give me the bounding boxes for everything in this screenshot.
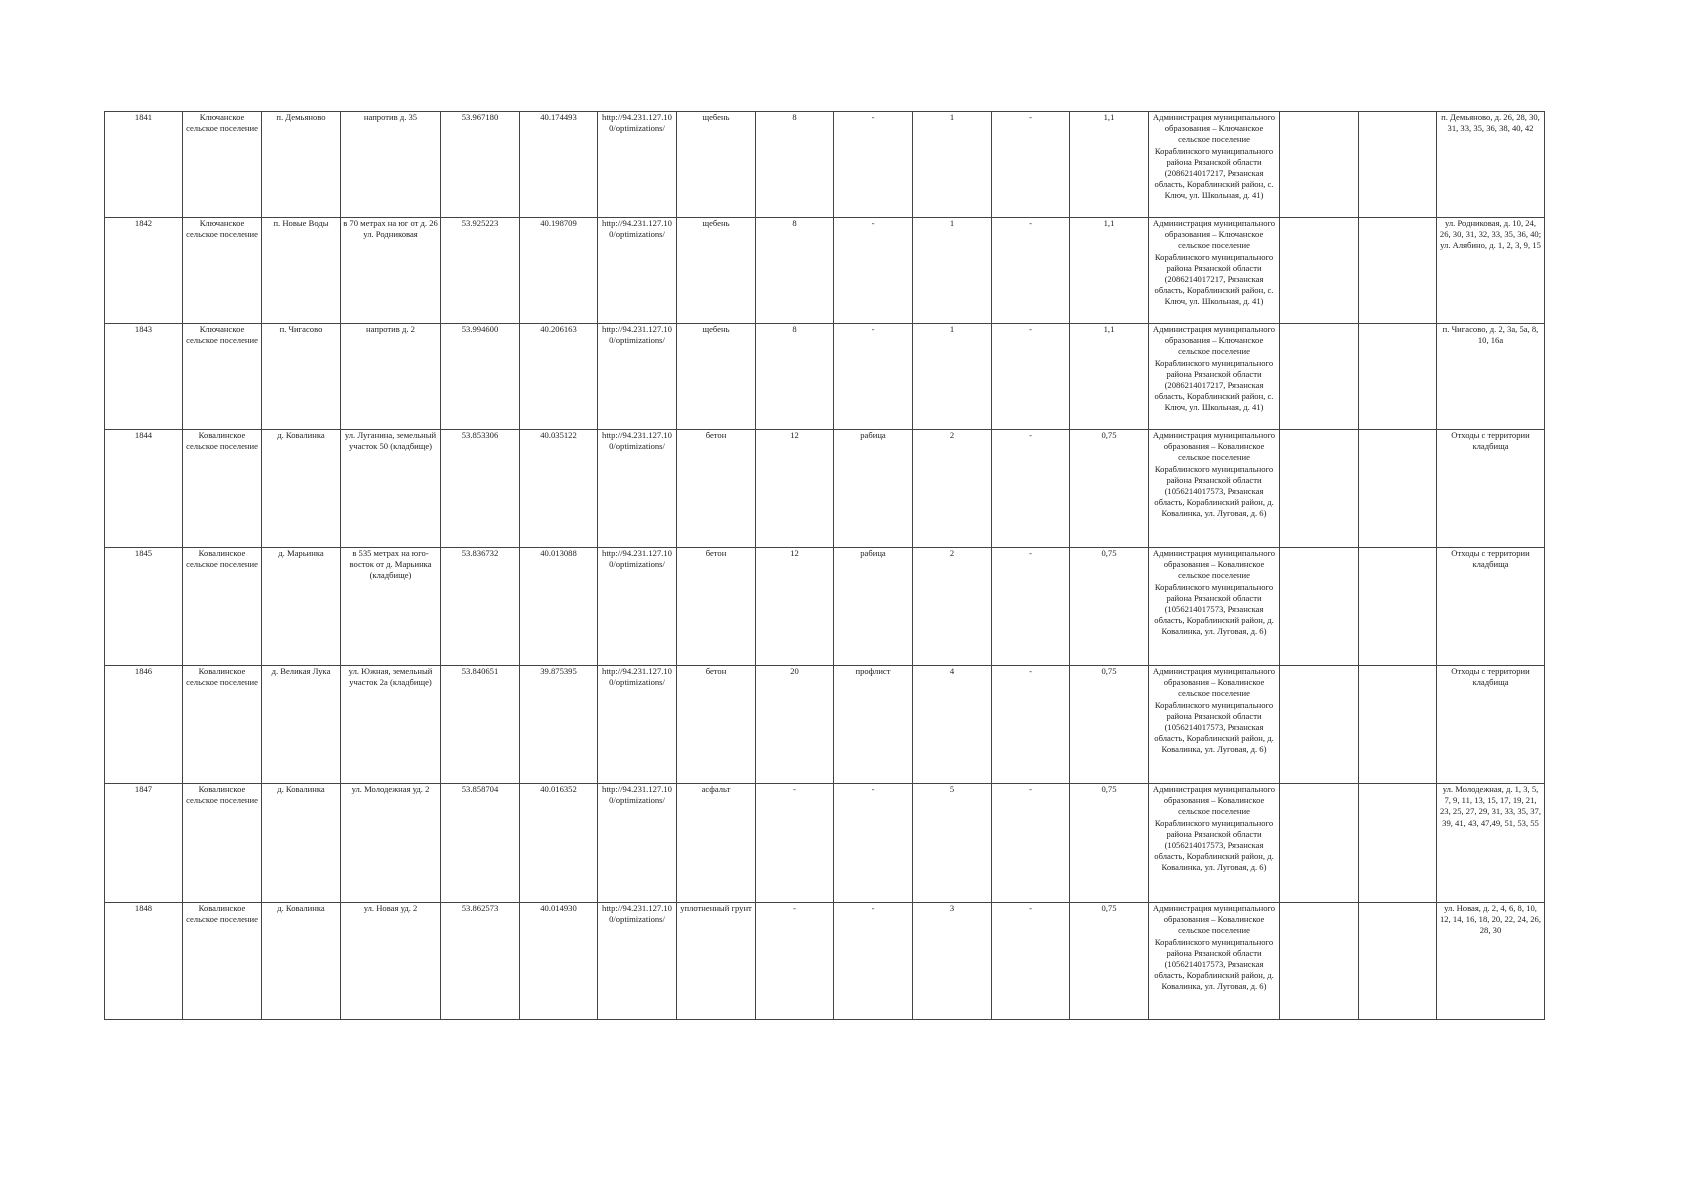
link-cell[interactable]: http://94.231.127.10 0/optimizations/ <box>598 218 677 324</box>
surface-cell: бетон <box>677 666 756 784</box>
table-row <box>105 218 1545 324</box>
latitude-cell: 53.925223 <box>441 218 520 324</box>
address-cell: в 535 метрах на юго-восток от д. Марьинка (кладбище) <box>341 548 441 666</box>
empty-cell <box>1280 784 1359 903</box>
volume-cell: 0,75 <box>1070 784 1149 903</box>
empty-cell <box>1280 666 1359 784</box>
empty-cell <box>1280 548 1359 666</box>
settlement-cell: Ключанское сельское поселение <box>183 324 262 430</box>
link-cell[interactable]: http://94.231.127.10 0/optimizations/ <box>598 903 677 1020</box>
area-cell: - <box>756 903 834 1020</box>
fence-cell: - <box>834 218 913 324</box>
empty-cell <box>1359 548 1437 666</box>
volume-cell: 0,75 <box>1070 430 1149 548</box>
planned-containers-cell: - <box>992 548 1070 666</box>
area-cell: 12 <box>756 548 834 666</box>
table-row <box>105 903 1545 1020</box>
containers-cell: 5 <box>913 784 992 903</box>
waste-sources-cell: п. Чигасово, д. 2, 3а, 5а, 8, 10, 16а <box>1437 324 1545 430</box>
latitude-cell: 53.967180 <box>441 112 520 218</box>
longitude-cell: 40.014930 <box>520 903 598 1020</box>
area-cell: 8 <box>756 112 834 218</box>
planned-containers-cell: - <box>992 324 1070 430</box>
address-cell: ул. Южная, земельный участок 2а (кладбище) <box>341 666 441 784</box>
container-sites-table <box>104 111 1545 1020</box>
owner-cell: Администрация муниципального образования – Ковалинское сельское поселение Кораблинского муниципального района Рязанской области (1056214017573, Рязанская область, Кораблинский район, д. Ковалинка, ул. Луговая, д. 6) <box>1149 430 1280 548</box>
link-cell[interactable]: http://94.231.127.10 0/optimizations/ <box>598 548 677 666</box>
settlement-cell: Ключанское сельское поселение <box>183 112 262 218</box>
waste-sources-cell: ул. Новая, д. 2, 4, 6, 8, 10, 12, 14, 16, 18, 20, 22, 24, 26, 28, 30 <box>1437 903 1545 1020</box>
owner-cell: Администрация муниципального образования – Ковалинское сельское поселение Кораблинского муниципального района Рязанской области (1056214017573, Рязанская область, Кораблинский район, д. Ковалинка, ул. Луговая, д. 6) <box>1149 784 1280 903</box>
locality-cell: д. Ковалинка <box>262 430 341 548</box>
owner-cell: Администрация муниципального образования – Ковалинское сельское поселение Кораблинского муниципального района Рязанской области (1056214017573, Рязанская область, Кораблинский район, д. Ковалинка, ул. Луговая, д. 6) <box>1149 548 1280 666</box>
area-cell: 20 <box>756 666 834 784</box>
table-row <box>105 324 1545 430</box>
locality-cell: д. Ковалинка <box>262 903 341 1020</box>
containers-cell: 1 <box>913 218 992 324</box>
waste-sources-cell: ул. Молодежная, д. 1, 3, 5, 7, 9, 11, 13, 15, 17, 19, 21, 23, 25, 27, 29, 31, 33, 35, 37, 39, 41, 43, 47,49, 51, 53, 55 <box>1437 784 1545 903</box>
longitude-cell: 40.198709 <box>520 218 598 324</box>
area-cell: 8 <box>756 324 834 430</box>
empty-cell <box>1359 903 1437 1020</box>
settlement-cell: Ковалинское сельское поселение <box>183 430 262 548</box>
row-number: 1843 <box>105 324 183 430</box>
settlement-cell: Ковалинское сельское поселение <box>183 548 262 666</box>
link-cell[interactable]: http://94.231.127.10 0/optimizations/ <box>598 430 677 548</box>
planned-containers-cell: - <box>992 112 1070 218</box>
address-cell: напротив д. 2 <box>341 324 441 430</box>
locality-cell: д. Великая Лука <box>262 666 341 784</box>
table-row <box>105 666 1545 784</box>
owner-cell: Администрация муниципального образования – Ключанское сельское поселение Кораблинского муниципального района Рязанской области (2086214017217, Рязанская область, Кораблинский район, с. Ключ, ул. Школьная, д. 41) <box>1149 218 1280 324</box>
owner-cell: Администрация муниципального образования – Ковалинское сельское поселение Кораблинского муниципального района Рязанской области (1056214017573, Рязанская область, Кораблинский район, д. Ковалинка, ул. Луговая, д. 6) <box>1149 903 1280 1020</box>
owner-cell: Администрация муниципального образования – Ключанское сельское поселение Кораблинского муниципального района Рязанской области (2086214017217, Рязанская область, Кораблинский район, с. Ключ, ул. Школьная, д. 41) <box>1149 324 1280 430</box>
containers-cell: 2 <box>913 548 992 666</box>
fence-cell: - <box>834 112 913 218</box>
fence-cell: рабица <box>834 430 913 548</box>
planned-containers-cell: - <box>992 903 1070 1020</box>
link-cell[interactable]: http://94.231.127.10 0/optimizations/ <box>598 784 677 903</box>
empty-cell <box>1280 324 1359 430</box>
volume-cell: 0,75 <box>1070 903 1149 1020</box>
volume-cell: 1,1 <box>1070 218 1149 324</box>
latitude-cell: 53.836732 <box>441 548 520 666</box>
longitude-cell: 39.875395 <box>520 666 598 784</box>
owner-cell: Администрация муниципального образования – Ключанское сельское поселение Кораблинского муниципального района Рязанской области (2086214017217, Рязанская область, Кораблинский район, с. Ключ, ул. Школьная, д. 41) <box>1149 112 1280 218</box>
latitude-cell: 53.858704 <box>441 784 520 903</box>
fence-cell: - <box>834 324 913 430</box>
volume-cell: 0,75 <box>1070 666 1149 784</box>
empty-cell <box>1359 784 1437 903</box>
settlement-cell: Ключанское сельское поселение <box>183 218 262 324</box>
owner-cell: Администрация муниципального образования – Ковалинское сельское поселение Кораблинского муниципального района Рязанской области (1056214017573, Рязанская область, Кораблинский район, д. Ковалинка, ул. Луговая, д. 6) <box>1149 666 1280 784</box>
table-row <box>105 112 1545 218</box>
row-number: 1848 <box>105 903 183 1020</box>
volume-cell: 1,1 <box>1070 324 1149 430</box>
address-cell: напротив д. 35 <box>341 112 441 218</box>
locality-cell: п. Новые Воды <box>262 218 341 324</box>
row-number: 1844 <box>105 430 183 548</box>
fence-cell: - <box>834 784 913 903</box>
planned-containers-cell: - <box>992 218 1070 324</box>
surface-cell: асфальт <box>677 784 756 903</box>
surface-cell: щебень <box>677 324 756 430</box>
containers-cell: 1 <box>913 112 992 218</box>
locality-cell: д. Ковалинка <box>262 784 341 903</box>
empty-cell <box>1359 430 1437 548</box>
longitude-cell: 40.016352 <box>520 784 598 903</box>
table-row <box>105 430 1545 548</box>
address-cell: ул. Новая уд. 2 <box>341 903 441 1020</box>
surface-cell: уплотненный грунт <box>677 903 756 1020</box>
containers-cell: 2 <box>913 430 992 548</box>
waste-sources-cell: п. Демьяново, д. 26, 28, 30, 31, 33, 35, 36, 38, 40, 42 <box>1437 112 1545 218</box>
fence-cell: рабица <box>834 548 913 666</box>
containers-cell: 1 <box>913 324 992 430</box>
locality-cell: п. Чигасово <box>262 324 341 430</box>
area-cell: - <box>756 784 834 903</box>
fence-cell: профлист <box>834 666 913 784</box>
volume-cell: 0,75 <box>1070 548 1149 666</box>
link-cell[interactable]: http://94.231.127.10 0/optimizations/ <box>598 324 677 430</box>
surface-cell: бетон <box>677 548 756 666</box>
empty-cell <box>1359 324 1437 430</box>
empty-cell <box>1359 666 1437 784</box>
address-cell: ул. Молодежная уд. 2 <box>341 784 441 903</box>
row-number: 1841 <box>105 112 183 218</box>
table-row <box>105 548 1545 666</box>
longitude-cell: 40.013088 <box>520 548 598 666</box>
longitude-cell: 40.206163 <box>520 324 598 430</box>
settlement-cell: Ковалинское сельское поселение <box>183 784 262 903</box>
empty-cell <box>1280 218 1359 324</box>
waste-sources-cell: Отходы с территории кладбища <box>1437 430 1545 548</box>
row-number: 1845 <box>105 548 183 666</box>
area-cell: 8 <box>756 218 834 324</box>
settlement-cell: Ковалинское сельское поселение <box>183 903 262 1020</box>
area-cell: 12 <box>756 430 834 548</box>
empty-cell <box>1280 430 1359 548</box>
table-body <box>105 112 1545 1020</box>
longitude-cell: 40.035122 <box>520 430 598 548</box>
planned-containers-cell: - <box>992 784 1070 903</box>
longitude-cell: 40.174493 <box>520 112 598 218</box>
containers-cell: 4 <box>913 666 992 784</box>
surface-cell: щебень <box>677 218 756 324</box>
row-number: 1842 <box>105 218 183 324</box>
row-number: 1846 <box>105 666 183 784</box>
surface-cell: щебень <box>677 112 756 218</box>
locality-cell: д. Марьинка <box>262 548 341 666</box>
containers-cell: 3 <box>913 903 992 1020</box>
row-number: 1847 <box>105 784 183 903</box>
settlement-cell: Ковалинское сельское поселение <box>183 666 262 784</box>
latitude-cell: 53.862573 <box>441 903 520 1020</box>
empty-cell <box>1280 112 1359 218</box>
fence-cell: - <box>834 903 913 1020</box>
latitude-cell: 53.840651 <box>441 666 520 784</box>
link-cell[interactable]: http://94.231.127.10 0/optimizations/ <box>598 666 677 784</box>
planned-containers-cell: - <box>992 666 1070 784</box>
link-cell[interactable]: http://94.231.127.10 0/optimizations/ <box>598 112 677 218</box>
latitude-cell: 53.853306 <box>441 430 520 548</box>
address-cell: в 70 метрах на юг от д. 26 ул. Родниковая <box>341 218 441 324</box>
surface-cell: бетон <box>677 430 756 548</box>
empty-cell <box>1280 903 1359 1020</box>
table-row <box>105 784 1545 903</box>
waste-sources-cell: Отходы с территории кладбища <box>1437 548 1545 666</box>
latitude-cell: 53.994600 <box>441 324 520 430</box>
volume-cell: 1,1 <box>1070 112 1149 218</box>
empty-cell <box>1359 218 1437 324</box>
waste-sources-cell: Отходы с территории кладбища <box>1437 666 1545 784</box>
waste-sources-cell: ул. Родниковая, д. 10, 24, 26, 30, 31, 32, 33, 35, 36, 40; ул. Алябино, д. 1, 2, 3, 9, 15 <box>1437 218 1545 324</box>
empty-cell <box>1359 112 1437 218</box>
address-cell: ул. Луганина, земельный участок 50 (кладбище) <box>341 430 441 548</box>
planned-containers-cell: - <box>992 430 1070 548</box>
locality-cell: п. Демьяново <box>262 112 341 218</box>
